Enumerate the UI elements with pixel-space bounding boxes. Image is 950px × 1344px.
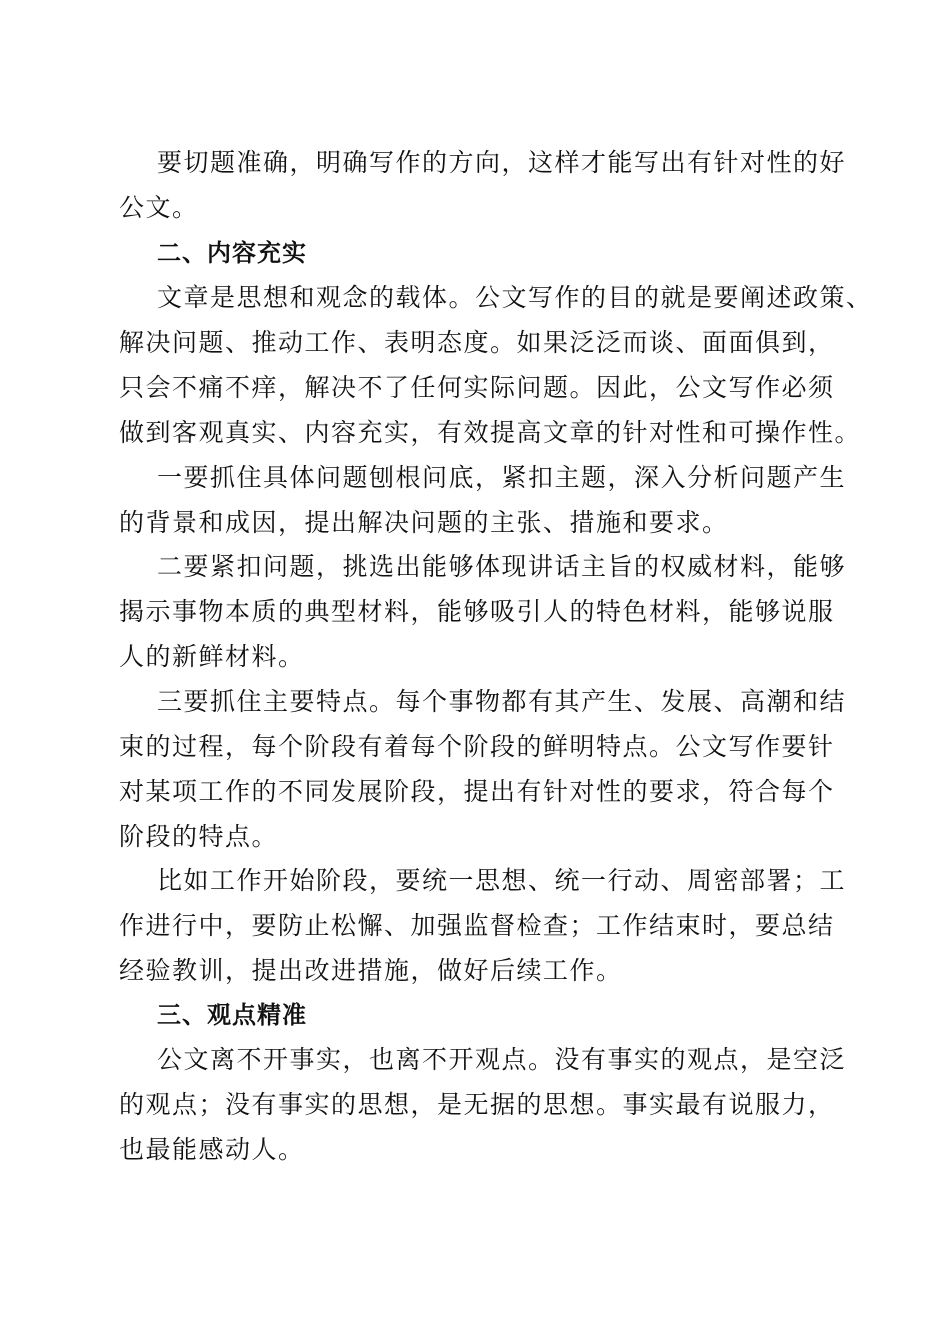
paragraph-line: 也最能感动人。 <box>119 1135 305 1164</box>
paragraph-line: 一要抓住具体问题刨根问底，紧扣主题，深入分析问题产生 <box>157 463 847 492</box>
paragraph-line: 作进行中，要防止松懈、加强监督检查；工作结束时，要总结 <box>119 911 835 940</box>
paragraph-line: 比如工作开始阶段，要统一思想、统一行动、周密部署；工 <box>157 866 847 895</box>
section-heading: 二、内容充实 <box>157 239 307 267</box>
paragraph-line: 人的新鲜材料。 <box>119 642 305 671</box>
paragraph-line: 的背景和成因，提出解决问题的主张、措施和要求。 <box>119 508 729 537</box>
paragraph-line: 二要紧扣问题，挑选出能够体现讲话主旨的权威材料，能够 <box>157 552 847 581</box>
paragraph-line: 做到客观真实、内容充实，有效提高文章的针对性和可操作性。 <box>119 418 862 447</box>
paragraph-line: 经验教训，提出改进措施，做好后续工作。 <box>119 956 623 985</box>
paragraph-line: 公文。 <box>119 193 199 222</box>
paragraph-line: 解决问题、推动工作、表明态度。如果泛泛而谈、面面俱到， <box>119 328 835 357</box>
paragraph-line: 公文离不开事实，也离不开观点。没有事实的观点，是空泛 <box>157 1045 847 1074</box>
paragraph-line: 要切题准确，明确写作的方向，这样才能写出有针对性的好 <box>157 148 847 177</box>
paragraph-line: 揭示事物本质的典型材料，能够吸引人的特色材料，能够说服 <box>119 597 835 626</box>
paragraph-line: 文章是思想和观念的载体。公文写作的目的就是要阐述政策、 <box>157 283 873 312</box>
section-heading: 三、观点精准 <box>157 1001 307 1029</box>
paragraph-line: 三要抓住主要特点。每个事物都有其产生、发展、高潮和结 <box>157 687 847 716</box>
paragraph-line: 对某项工作的不同发展阶段，提出有针对性的要求，符合每个 <box>119 777 835 806</box>
paragraph-line: 的观点；没有事实的思想，是无据的思想。事实最有说服力， <box>119 1090 835 1119</box>
paragraph-line: 束的过程，每个阶段有着每个阶段的鲜明特点。公文写作要针 <box>119 732 835 761</box>
paragraph-line: 阶段的特点。 <box>119 822 279 851</box>
paragraph-line: 只会不痛不痒，解决不了任何实际问题。因此，公文写作必须 <box>119 373 835 402</box>
